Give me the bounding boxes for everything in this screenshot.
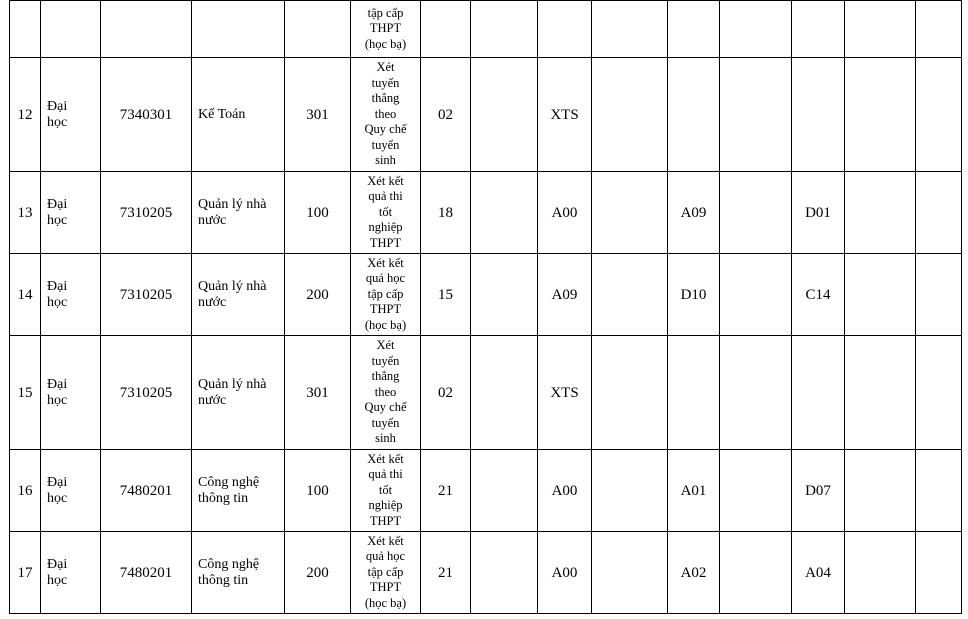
method-code-cell: 100 [285, 450, 351, 532]
empty-cell [720, 172, 792, 254]
method-name-cell: Xét tuyển thẳng theo Quy chế tuyển sinh [351, 336, 421, 450]
method-code-cell [285, 1, 351, 58]
empty-cell [916, 254, 962, 336]
row-number: 16 [10, 450, 41, 532]
row-number: 12 [10, 58, 41, 172]
level-cell: Đại học [41, 532, 101, 614]
method-code-cell: 301 [285, 58, 351, 172]
method-code-cell: 200 [285, 532, 351, 614]
major-name-cell: Kế Toán [192, 58, 285, 172]
empty-cell [592, 450, 668, 532]
combo-1-cell [538, 1, 592, 58]
combo-1-cell: A09 [538, 254, 592, 336]
empty-cell [916, 1, 962, 58]
combo-3-cell: D01 [792, 172, 845, 254]
major-code-cell: 7480201 [101, 450, 192, 532]
major-name-cell: Công nghệ thông tin [192, 450, 285, 532]
major-code-cell: 7480201 [101, 532, 192, 614]
level-cell: Đại học [41, 450, 101, 532]
empty-cell [916, 172, 962, 254]
method-name-cell: tập cấp THPT (học bạ) [351, 1, 421, 58]
empty-cell [845, 532, 916, 614]
empty-cell [845, 450, 916, 532]
method-code-cell: 301 [285, 336, 351, 450]
major-name-cell [192, 1, 285, 58]
empty-cell [916, 532, 962, 614]
major-code-cell: 7340301 [101, 58, 192, 172]
row-number: 13 [10, 172, 41, 254]
empty-cell [592, 254, 668, 336]
empty-cell [916, 450, 962, 532]
quota-cell: 02 [421, 58, 471, 172]
row-number: 14 [10, 254, 41, 336]
empty-cell [471, 58, 538, 172]
empty-cell [592, 1, 668, 58]
table-row [10, 336, 962, 450]
major-code-cell [101, 1, 192, 58]
empty-cell [845, 172, 916, 254]
combo-2-cell [668, 58, 720, 172]
combo-1-cell: XTS [538, 58, 592, 172]
empty-cell [720, 254, 792, 336]
combo-3-cell [792, 1, 845, 58]
table-row [10, 172, 962, 254]
row-number: 17 [10, 532, 41, 614]
empty-cell [916, 336, 962, 450]
combo-2-cell: A09 [668, 172, 720, 254]
empty-cell [720, 450, 792, 532]
level-cell: Đại học [41, 336, 101, 450]
empty-cell [845, 58, 916, 172]
major-code-cell: 7310205 [101, 172, 192, 254]
table-row [10, 450, 962, 532]
method-code-cell: 100 [285, 172, 351, 254]
empty-cell [845, 336, 916, 450]
combo-2-cell: A01 [668, 450, 720, 532]
combo-3-cell [792, 336, 845, 450]
empty-cell [720, 58, 792, 172]
row-number: 15 [10, 336, 41, 450]
major-name-cell: Quản lý nhà nước [192, 172, 285, 254]
combo-2-cell [668, 1, 720, 58]
combo-1-cell: XTS [538, 336, 592, 450]
empty-cell [720, 336, 792, 450]
method-name-cell: Xét kết quả học tập cấp THPT (học bạ) [351, 532, 421, 614]
major-name-cell: Công nghệ thông tin [192, 532, 285, 614]
empty-cell [471, 172, 538, 254]
table-row [10, 532, 962, 614]
level-cell: Đại học [41, 172, 101, 254]
combo-3-cell: C14 [792, 254, 845, 336]
combo-1-cell: A00 [538, 532, 592, 614]
level-cell: Đại học [41, 58, 101, 172]
combo-1-cell: A00 [538, 450, 592, 532]
empty-cell [845, 254, 916, 336]
empty-cell [845, 1, 916, 58]
empty-cell [471, 254, 538, 336]
major-name-cell: Quản lý nhà nước [192, 336, 285, 450]
empty-cell [471, 532, 538, 614]
table-row [10, 58, 962, 172]
quota-cell: 02 [421, 336, 471, 450]
major-name-cell: Quản lý nhà nước [192, 254, 285, 336]
quota-cell: 21 [421, 450, 471, 532]
empty-cell [471, 1, 538, 58]
method-name-cell: Xét kết quả thi tốt nghiệp THPT [351, 450, 421, 532]
quota-cell [421, 1, 471, 58]
empty-cell [592, 58, 668, 172]
quota-cell: 15 [421, 254, 471, 336]
major-code-cell: 7310205 [101, 254, 192, 336]
combo-2-cell: A02 [668, 532, 720, 614]
method-name-cell: Xét tuyển thẳng theo Quy chế tuyển sinh [351, 58, 421, 172]
major-code-cell: 7310205 [101, 336, 192, 450]
empty-cell [916, 58, 962, 172]
combo-1-cell: A00 [538, 172, 592, 254]
empty-cell [720, 1, 792, 58]
method-name-cell: Xét kết quả thi tốt nghiệp THPT [351, 172, 421, 254]
empty-cell [471, 336, 538, 450]
method-name-cell: Xét kết quả học tập cấp THPT (học bạ) [351, 254, 421, 336]
table-row [10, 1, 962, 58]
empty-cell [592, 336, 668, 450]
admissions-table [9, 0, 962, 614]
combo-3-cell: D07 [792, 450, 845, 532]
combo-2-cell: D10 [668, 254, 720, 336]
empty-cell [471, 450, 538, 532]
empty-cell [592, 532, 668, 614]
row-number [10, 1, 41, 58]
combo-2-cell [668, 336, 720, 450]
level-cell [41, 1, 101, 58]
combo-3-cell: A04 [792, 532, 845, 614]
quota-cell: 21 [421, 532, 471, 614]
table-body [10, 1, 962, 614]
level-cell: Đại học [41, 254, 101, 336]
method-code-cell: 200 [285, 254, 351, 336]
quota-cell: 18 [421, 172, 471, 254]
empty-cell [720, 532, 792, 614]
empty-cell [592, 172, 668, 254]
table-row [10, 254, 962, 336]
combo-3-cell [792, 58, 845, 172]
